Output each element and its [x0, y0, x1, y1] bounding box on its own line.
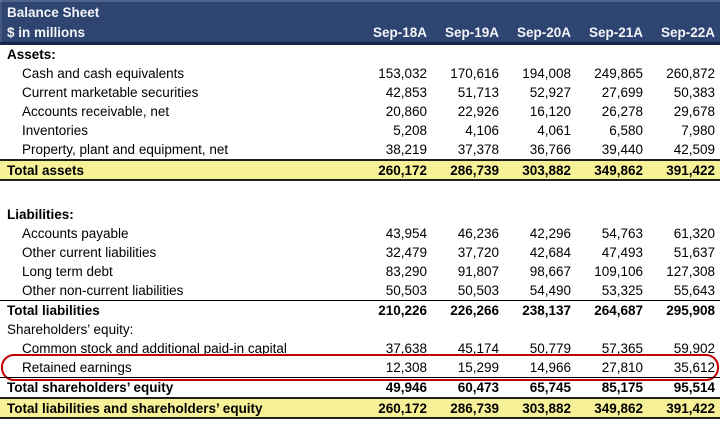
cell-other-current-liabilities-sep-22a: 51,637	[673, 245, 715, 260]
cell-retained-earnings-sep-22a: 35,612	[673, 360, 715, 375]
cell-inventories-sep-19a: 4,106	[465, 123, 499, 138]
cell-total-assets-sep-21a: 349,862	[594, 162, 643, 178]
cell-inventories-sep-22a: 7,980	[681, 123, 715, 138]
cell-other-current-liabilities-sep-19a: 37,720	[457, 245, 499, 260]
cell-total-shareholders-equity-sep-19a: 60,473	[457, 380, 499, 395]
cell-retained-earnings-sep-21a: 27,810	[601, 360, 643, 375]
cell-current-marketable-securities-sep-22a: 50,383	[673, 85, 715, 100]
cell-property-plant-and-equipment-net-sep-18a: 38,219	[385, 142, 427, 157]
row-total-liabilities	[0, 300, 720, 320]
row-label: Liabilities:	[7, 207, 74, 222]
cell-other-non-current-liabilities-sep-21a: 53,325	[601, 283, 643, 298]
cell-accounts-payable-sep-20a: 42,296	[529, 226, 571, 241]
cell-total-shareholders-equity-sep-18a: 49,946	[385, 380, 427, 395]
cell-total-liabilities-sep-19a: 226,266	[450, 303, 499, 318]
cell-other-non-current-liabilities-sep-20a: 54,490	[529, 283, 571, 298]
cell-common-stock-and-additional-paid-in-capital-sep-21a: 57,365	[601, 341, 643, 356]
sheet-subtitle: $ in millions	[7, 24, 86, 40]
sheet-title: Balance Sheet	[7, 5, 100, 20]
row-total-shareholders-equity	[0, 377, 720, 397]
row-label: Current marketable securities	[22, 85, 199, 100]
cell-common-stock-and-additional-paid-in-capital-sep-18a: 37,638	[385, 341, 427, 356]
cell-other-non-current-liabilities-sep-22a: 55,643	[673, 283, 715, 298]
cell-total-liabilities-and-shareholders-equity-sep-20a: 303,882	[522, 400, 571, 416]
sheet-header	[0, 0, 720, 45]
row-liabilities	[0, 205, 720, 224]
cell-total-liabilities-sep-20a: 238,137	[522, 303, 571, 318]
cell-current-marketable-securities-sep-20a: 52,927	[529, 85, 571, 100]
cell-retained-earnings-sep-18a: 12,308	[385, 360, 427, 375]
row-label: Shareholders’ equity:	[7, 322, 134, 337]
cell-total-liabilities-and-shareholders-equity-sep-21a: 349,862	[594, 400, 643, 416]
sheet-header-columns-row	[0, 22, 720, 42]
cell-other-non-current-liabilities-sep-18a: 50,503	[385, 283, 427, 298]
cell-total-liabilities-and-shareholders-equity-sep-19a: 286,739	[450, 400, 499, 416]
cell-total-shareholders-equity-sep-20a: 65,745	[529, 380, 571, 395]
row-accounts-receivable-net	[0, 102, 720, 121]
cell-retained-earnings-sep-20a: 14,966	[529, 360, 571, 375]
cell-long-term-debt-sep-22a: 127,308	[666, 264, 715, 279]
cell-total-liabilities-and-shareholders-equity-sep-22a: 391,422	[666, 400, 715, 416]
row-long-term-debt	[0, 262, 720, 281]
row-shareholders-equity	[0, 320, 720, 339]
row-property-plant-and-equipment-net	[0, 140, 720, 159]
row-current-marketable-securities	[0, 83, 720, 102]
row-cash-and-cash-equivalents	[0, 64, 720, 83]
cell-accounts-receivable-net-sep-21a: 26,278	[601, 104, 643, 119]
row-label: Other non-current liabilities	[22, 283, 184, 298]
cell-property-plant-and-equipment-net-sep-22a: 42,509	[673, 142, 715, 157]
column-header-sep-22a: Sep-22A	[660, 24, 715, 40]
cell-accounts-receivable-net-sep-20a: 16,120	[529, 104, 571, 119]
row-label: Total liabilities	[7, 303, 100, 318]
cell-long-term-debt-sep-19a: 91,807	[457, 264, 499, 279]
row-label: Total liabilities and shareholders’ equity	[7, 400, 263, 416]
row-label: Property, plant and equipment, net	[22, 142, 229, 157]
row-retained-earnings	[0, 358, 720, 377]
row-label: Accounts payable	[22, 226, 129, 241]
column-header-sep-20a: Sep-20A	[516, 24, 571, 40]
row-label: Accounts receivable, net	[22, 104, 170, 119]
row-inventories	[0, 121, 720, 140]
cell-common-stock-and-additional-paid-in-capital-sep-19a: 45,174	[457, 341, 499, 356]
cell-inventories-sep-20a: 4,061	[537, 123, 571, 138]
cell-common-stock-and-additional-paid-in-capital-sep-20a: 50,779	[529, 341, 571, 356]
row-label: Total assets	[7, 162, 85, 178]
cell-current-marketable-securities-sep-19a: 51,713	[457, 85, 499, 100]
column-header-sep-21a: Sep-21A	[588, 24, 643, 40]
cell-property-plant-and-equipment-net-sep-20a: 36,766	[529, 142, 571, 157]
row-label: Total shareholders’ equity	[7, 380, 174, 395]
row-assets	[0, 45, 720, 64]
cell-long-term-debt-sep-21a: 109,106	[594, 264, 643, 279]
cell-total-liabilities-sep-22a: 295,908	[666, 303, 715, 318]
row-label: Retained earnings	[22, 360, 132, 375]
cell-accounts-receivable-net-sep-18a: 20,860	[385, 104, 427, 119]
cell-other-non-current-liabilities-sep-19a: 50,503	[457, 283, 499, 298]
row-label: Inventories	[22, 123, 89, 138]
sheet-header-title-row	[0, 3, 720, 22]
cell-accounts-payable-sep-21a: 54,763	[601, 226, 643, 241]
cell-cash-and-cash-equivalents-sep-19a: 170,616	[450, 66, 499, 81]
cell-total-shareholders-equity-sep-21a: 85,175	[601, 380, 643, 395]
cell-property-plant-and-equipment-net-sep-19a: 37,378	[457, 142, 499, 157]
cell-common-stock-and-additional-paid-in-capital-sep-22a: 59,902	[673, 341, 715, 356]
cell-cash-and-cash-equivalents-sep-22a: 260,872	[666, 66, 715, 81]
cell-long-term-debt-sep-20a: 98,667	[529, 264, 571, 279]
row-label: Assets:	[7, 47, 56, 62]
cell-accounts-payable-sep-19a: 46,236	[457, 226, 499, 241]
cell-inventories-sep-18a: 5,208	[393, 123, 427, 138]
column-header-sep-18a: Sep-18A	[372, 24, 427, 40]
cell-accounts-payable-sep-18a: 43,954	[385, 226, 427, 241]
cell-cash-and-cash-equivalents-sep-20a: 194,008	[522, 66, 571, 81]
cell-total-assets-sep-19a: 286,739	[450, 162, 499, 178]
cell-total-shareholders-equity-sep-22a: 95,514	[673, 380, 715, 395]
row-label: Other current liabilities	[22, 245, 157, 260]
cell-total-assets-sep-20a: 303,882	[522, 162, 571, 178]
cell-cash-and-cash-equivalents-sep-18a: 153,032	[378, 66, 427, 81]
cell-total-liabilities-sep-21a: 264,687	[594, 303, 643, 318]
cell-property-plant-and-equipment-net-sep-21a: 39,440	[601, 142, 643, 157]
cell-cash-and-cash-equivalents-sep-21a: 249,865	[594, 66, 643, 81]
cell-accounts-payable-sep-22a: 61,320	[673, 226, 715, 241]
cell-total-assets-sep-18a: 260,172	[378, 162, 427, 178]
cell-long-term-debt-sep-18a: 83,290	[385, 264, 427, 279]
row-label: Common stock and additional paid-in capital	[22, 341, 287, 356]
cell-other-current-liabilities-sep-21a: 47,493	[601, 245, 643, 260]
row-other-current-liabilities	[0, 243, 720, 262]
cell-current-marketable-securities-sep-21a: 27,699	[601, 85, 643, 100]
cell-total-assets-sep-22a: 391,422	[666, 162, 715, 178]
balance-sheet-rows	[0, 45, 720, 419]
row-accounts-payable	[0, 224, 720, 243]
column-header-sep-19a: Sep-19A	[444, 24, 499, 40]
row-total-liabilities-and-shareholders-equity	[0, 397, 720, 419]
cell-total-liabilities-and-shareholders-equity-sep-18a: 260,172	[378, 400, 427, 416]
cell-retained-earnings-sep-19a: 15,299	[457, 360, 499, 375]
row-spacer	[0, 181, 720, 205]
row-other-non-current-liabilities	[0, 281, 720, 300]
cell-accounts-receivable-net-sep-19a: 22,926	[457, 104, 499, 119]
cell-other-current-liabilities-sep-18a: 32,479	[385, 245, 427, 260]
cell-accounts-receivable-net-sep-22a: 29,678	[673, 104, 715, 119]
cell-total-liabilities-sep-18a: 210,226	[378, 303, 427, 318]
cell-inventories-sep-21a: 6,580	[609, 123, 643, 138]
row-label: Cash and cash equivalents	[22, 66, 185, 81]
cell-current-marketable-securities-sep-18a: 42,853	[385, 85, 427, 100]
row-total-assets	[0, 159, 720, 181]
row-common-stock-and-additional-paid-in-capital	[0, 339, 720, 358]
cell-other-current-liabilities-sep-20a: 42,684	[529, 245, 571, 260]
row-label: Long term debt	[22, 264, 113, 279]
